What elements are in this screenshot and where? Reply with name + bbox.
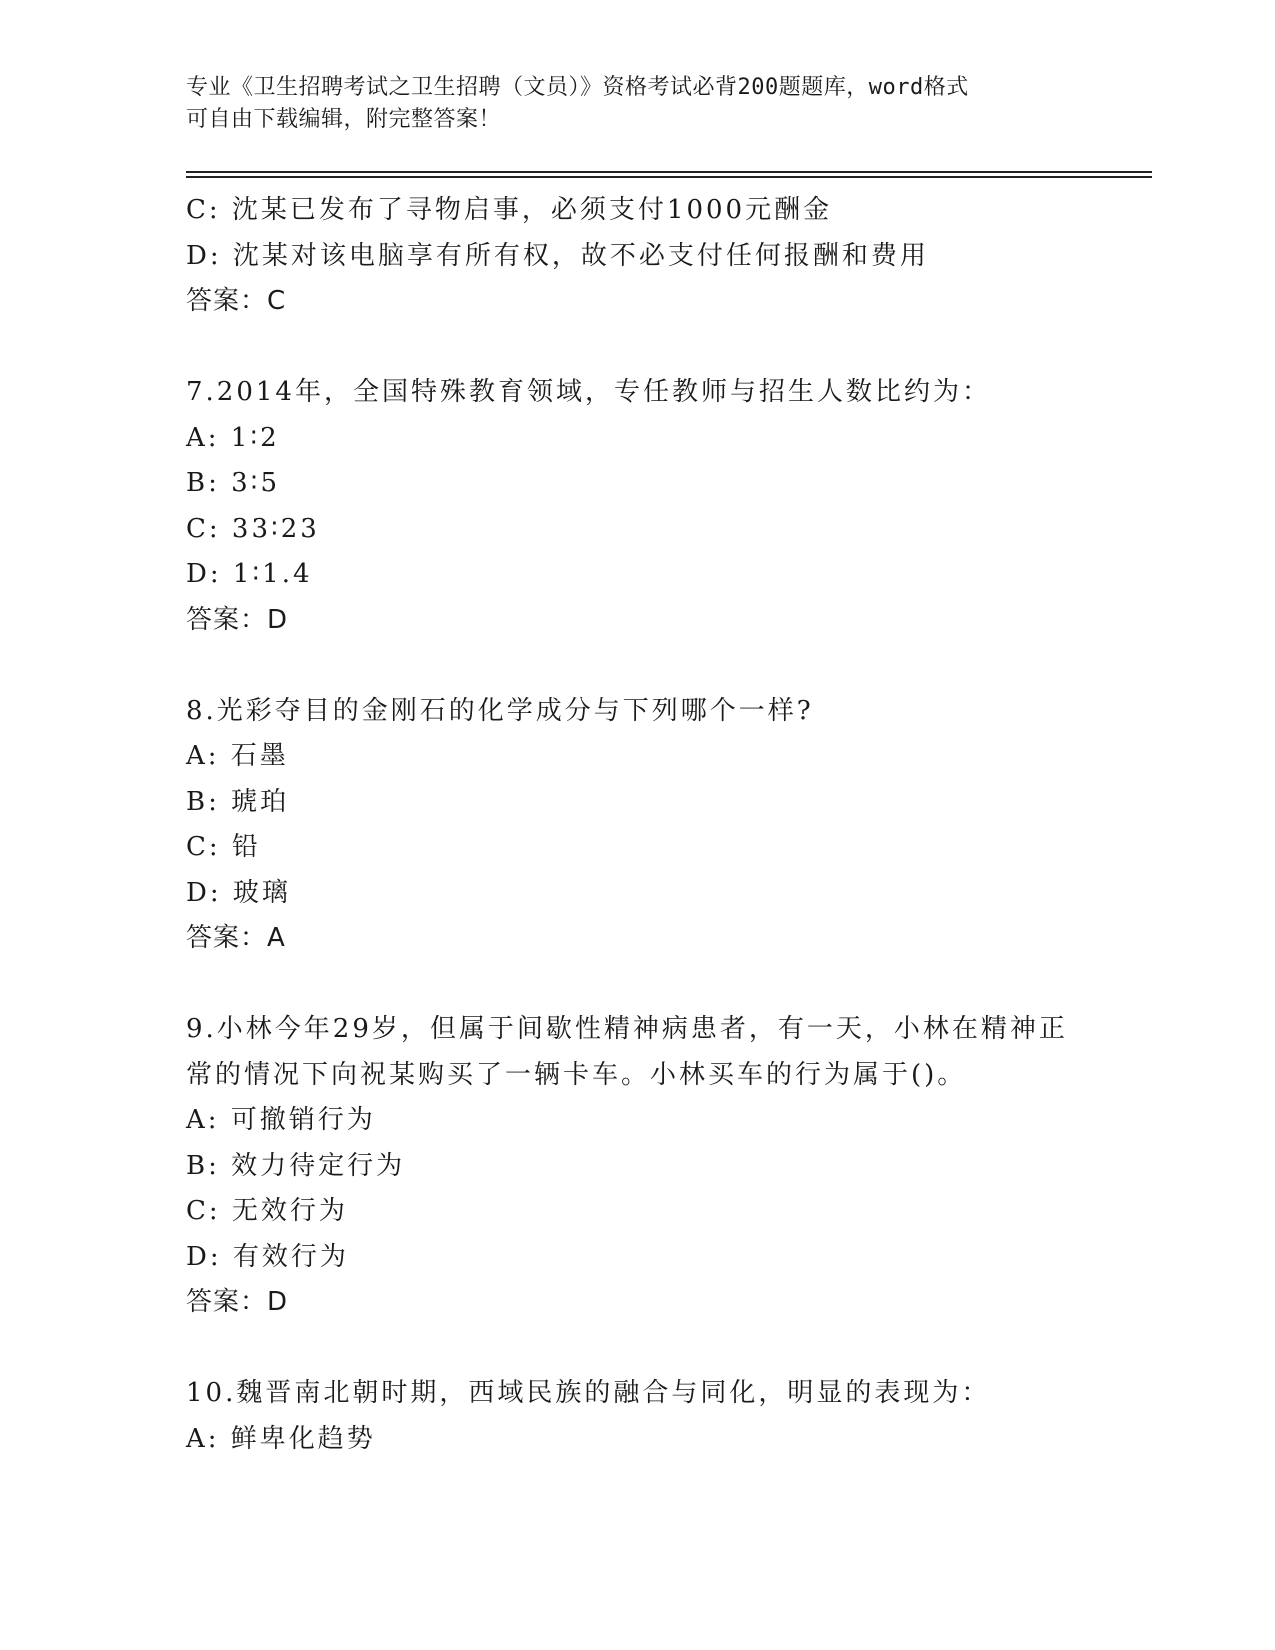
question-text: 常的情况下向祝某购买了一辆卡车。小林买车的行为属于()。 xyxy=(186,1059,967,1090)
option-line: A: 可撤销行为 xyxy=(186,1105,376,1135)
option-line: C: 无效行为 xyxy=(186,1196,348,1226)
spacer xyxy=(186,643,1146,689)
option-line: B: 3∶5 xyxy=(186,468,280,498)
header-line-2: 可自由下载编辑，附完整答案！ xyxy=(186,107,502,132)
option-line: D: 有效行为 xyxy=(186,1241,349,1272)
document-header xyxy=(186,72,1066,136)
option-line: B: 效力待定行为 xyxy=(186,1150,406,1181)
answer-line: 答案：D xyxy=(186,1287,289,1317)
option-line: B: 琥珀 xyxy=(186,786,290,817)
answer-line: 答案：C xyxy=(186,286,287,316)
header-line-1: 专业《卫生招聘考试之卫生招聘（文员）》资格考试必背200题题库，word格式 xyxy=(186,75,969,100)
question-content xyxy=(186,188,1146,1462)
question-9 xyxy=(186,1007,1146,1326)
question-10 xyxy=(186,1371,1146,1462)
option-line: D: 1∶1.4 xyxy=(186,559,313,589)
question-text: 8.光彩夺目的金刚石的化学成分与下列哪个一样? xyxy=(186,695,814,726)
answer-line: 答案：D xyxy=(186,604,289,635)
prev-question-block xyxy=(186,188,1146,325)
question-text: 10.魏晋南北朝时期，西域民族的融合与同化，明显的表现为： xyxy=(186,1378,991,1408)
option-line: A: 1∶2 xyxy=(186,422,280,453)
spacer xyxy=(186,962,1146,1008)
question-7 xyxy=(186,370,1146,643)
answer-line: 答案：A xyxy=(186,923,286,953)
spacer xyxy=(186,325,1146,371)
option-line: D: 沈某对该电脑享有所有权，故不必支付任何报酬和费用 xyxy=(186,240,929,271)
question-text: 7.2014年，全国特殊教育领域，专任教师与招生人数比约为： xyxy=(186,377,991,407)
option-line: A: 鲜卑化趋势 xyxy=(186,1423,376,1454)
option-line: C: 33∶23 xyxy=(186,513,320,544)
option-line: C: 铅 xyxy=(186,832,261,862)
option-line: C: 沈某已发布了寻物启事，必须支付1000元酬金 xyxy=(186,195,833,225)
header-rule-top xyxy=(186,171,1152,173)
option-line: D: 玻璃 xyxy=(186,877,291,908)
question-text: 9.小林今年29岁，但属于间歇性精神病患者，有一天，小林在精神正 xyxy=(186,1014,1068,1044)
spacer xyxy=(186,1326,1146,1372)
question-8 xyxy=(186,689,1146,962)
option-line: A: 石墨 xyxy=(186,741,289,771)
header-rule-bottom xyxy=(186,176,1152,178)
